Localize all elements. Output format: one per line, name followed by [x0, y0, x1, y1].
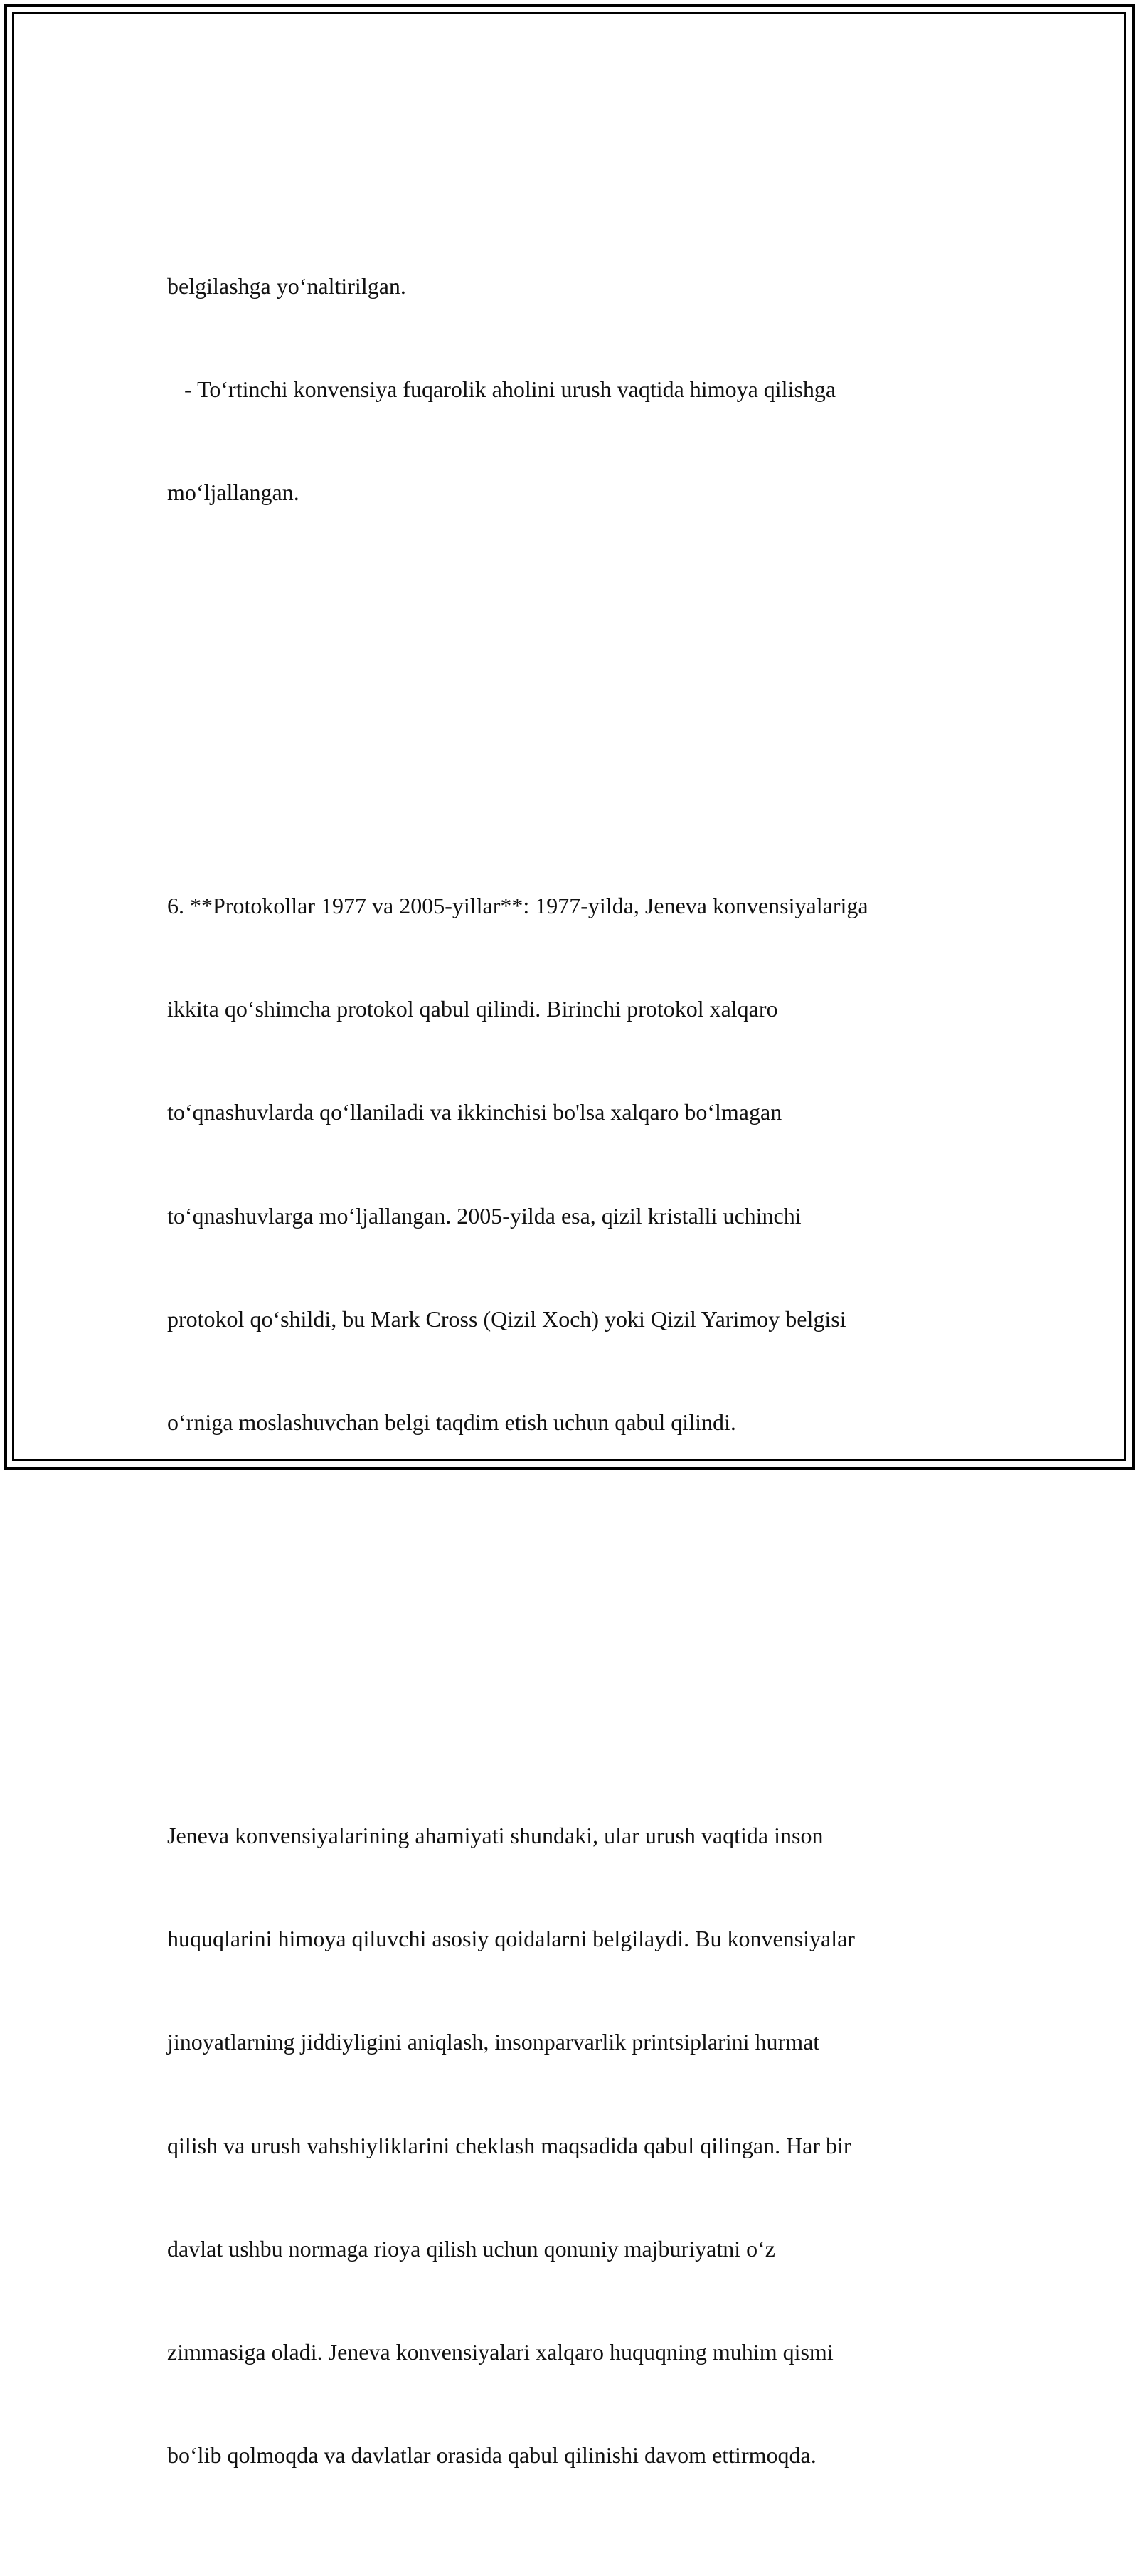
document-body — [167, 131, 978, 2576]
text-line: Jeneva konvensiyalarining ahamiyati shundaki, ular urush vaqtida inson — [167, 1822, 824, 1848]
text-line: 6. **Protokollar 1977 va 2005-yillar**: 1977-yilda, Jeneva konvensiyalariga — [167, 892, 868, 918]
text-line: jinoyatlarning jiddiyligini aniqlash, insonparvarlik printsiplarini hurmat — [167, 2029, 820, 2055]
text-line: belgilashga yo‘naltirilgan. — [167, 272, 406, 299]
text-line: o‘rniga moslashuvchan belgi taqdim etish uchun qabul qilindi. — [167, 1409, 736, 1436]
text-line: - To‘rtinchi konvensiya fuqarolik aholini urush vaqtida himoya qilishga — [167, 376, 836, 402]
text-line: mo‘ljallangan. — [167, 479, 299, 506]
text-line: protokol qo‘shildi, bu Mark Cross (Qizil Xoch) yoki Qizil Yarimoy belgisi — [167, 1305, 846, 1332]
text-line: qilish va urush vahshiyliklarini cheklash maqsadida qabul qilingan. Har bir — [167, 2132, 851, 2158]
text-line: davlat ushbu normaga rioya qilish uchun qonuniy majburiyatni o‘z — [167, 2235, 775, 2262]
text-line: ikkita qo‘shimcha protokol qabul qilindi. Birinchi protokol xalqaro — [167, 996, 778, 1022]
continuation-paragraph — [167, 200, 978, 578]
text-line: zimmasiga oladi. Jeneva konvensiyalari xalqaro huquqning muhim qismi — [167, 2338, 834, 2365]
protocols-paragraph — [167, 820, 978, 1508]
conclusion-paragraph — [167, 1749, 978, 2541]
paragraph-spacer — [167, 682, 978, 716]
text-line: to‘qnashuvlarga mo‘ljallangan. 2005-yilda esa, qizil kristalli uchinchi — [167, 1202, 802, 1229]
paragraph-spacer — [167, 1611, 978, 1645]
text-line: to‘qnashuvlarda qo‘llaniladi va ikkinchisi bo'lsa xalqaro bo‘lmagan — [167, 1099, 782, 1125]
text-line: huquqlarini himoya qiluvchi asosiy qoidalarni belgilaydi. Bu konvensiyalar — [167, 1926, 855, 1952]
text-line: bo‘lib qolmoqda va davlatlar orasida qabul qilinishi davom ettirmoqda. — [167, 2442, 817, 2469]
